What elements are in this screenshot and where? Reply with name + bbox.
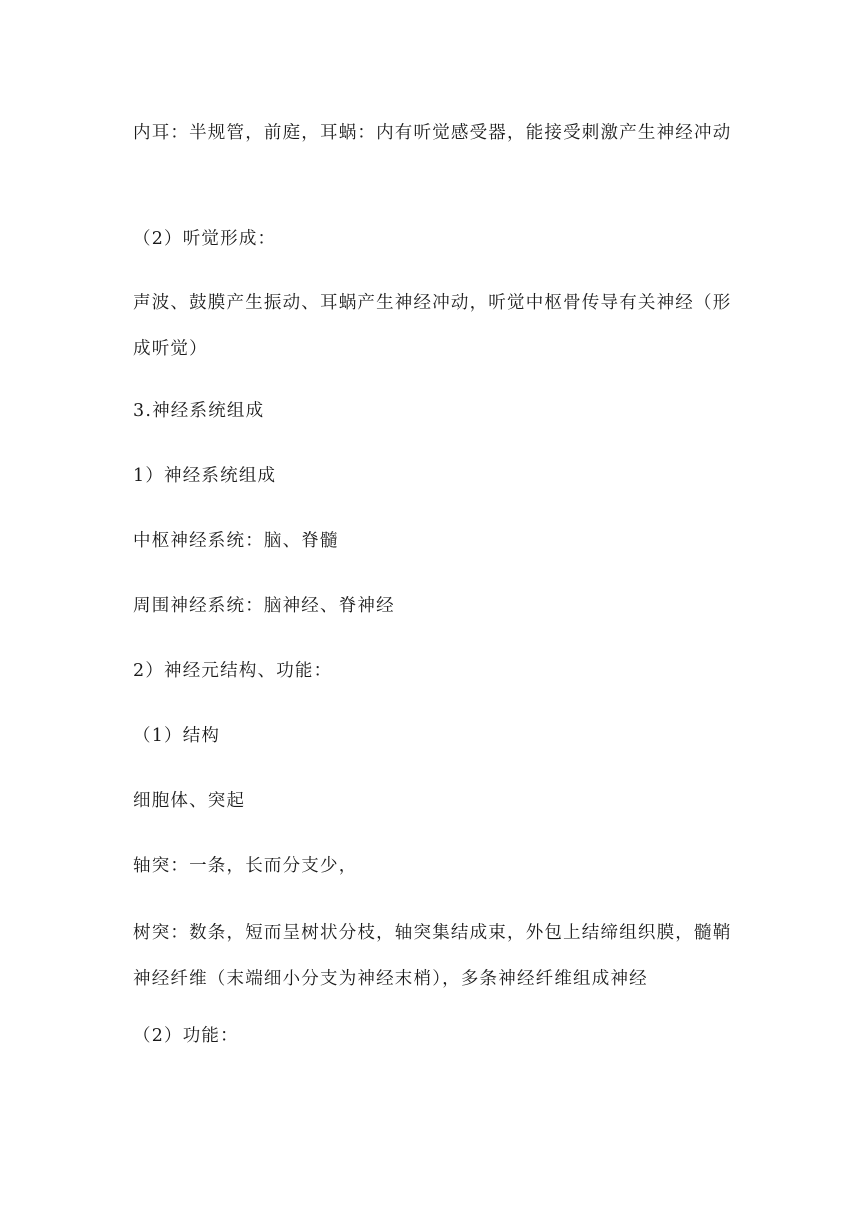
paragraph-structure-heading: （1）结构 xyxy=(133,726,221,746)
paragraph-axon: 轴突：一条，长而分支少， xyxy=(133,856,358,876)
paragraph-peripheral-nervous-system: 周围神经系统：脑神经、脊神经 xyxy=(133,596,395,616)
paragraph-inner-ear: 内耳：半规管，前庭，耳蜗：内有听觉感受器，能接受刺激产生神经冲动 xyxy=(133,123,732,143)
section-heading-nervous-system: 3.神经系统组成 xyxy=(133,401,265,421)
paragraph-hearing-formation-heading: （2）听觉形成： xyxy=(133,229,277,249)
paragraph-dendrite: 树突：数条，短而呈树状分枝，轴突集结成束，外包上结缔组织膜，髓鞘神经纤维（末端细小分支为神经末梢），多条神经纤维组成神经 xyxy=(133,923,732,989)
paragraph-function-heading: （2）功能： xyxy=(133,1026,239,1046)
paragraph-central-nervous-system: 中枢神经系统：脑、脊髓 xyxy=(133,531,339,551)
paragraph-neuron-structure-function: 2）神经元结构、功能： xyxy=(133,661,333,681)
paragraph-nervous-system-composition: 1）神经系统组成 xyxy=(133,466,277,486)
paragraph-hearing-process: 声波、鼓膜产生振动、耳蜗产生神经冲动，听觉中枢骨传导有关神经（形成听觉） xyxy=(133,293,732,359)
paragraph-cell-body: 细胞体、突起 xyxy=(133,791,246,811)
